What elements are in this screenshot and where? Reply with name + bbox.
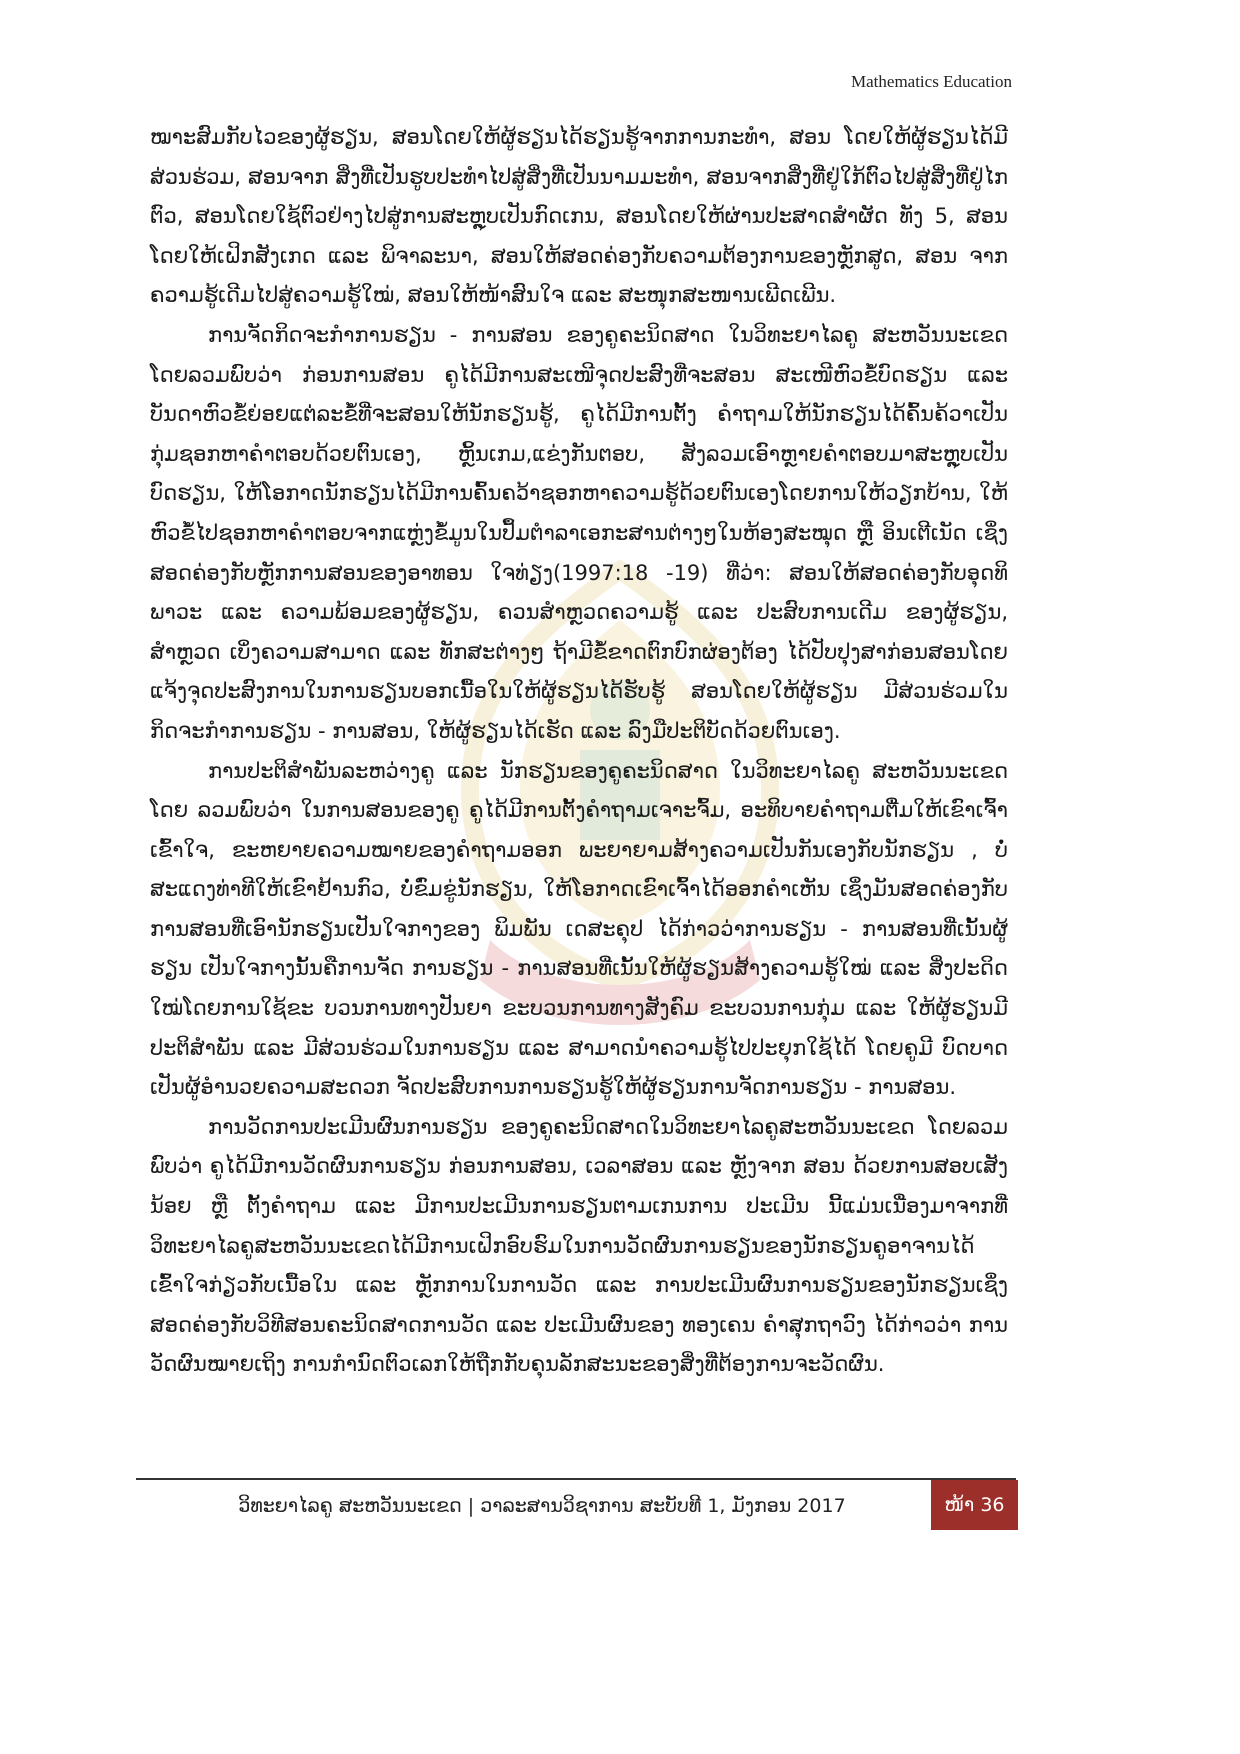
footer-divider (136, 1478, 1016, 1480)
journal-header: Mathematics Education (851, 72, 1012, 91)
body-text (150, 118, 1008, 1385)
paragraph-3: ການປະຕິສຳພັນລະຫວ່າງຄູ ແລະ ນັກຮຽນຂອງຄູຄະນິດສາດ ໃນວິທະຍາໄລຄູ ສະຫວັນນະເຂດ ໂດຍ ລວມພົບວ່າ ໃນການສອນຂອງຄູ ຄູໄດ້ມີການຕັ້ງຄຳຖາມເຈາະຈົ້ມ, ອະທິບາຍຄຳຖາມຕື່ມໃຫ້ເຂົາເຈົ້າເຂົ້າໃຈ, ຂະຫຍາຍຄວາມໝາຍຂອງຄຳຖາມອອກ ພະຍາຍາມສ້າງຄວາມເປັນກັນເອງກັບນັກຮຽນ , ບໍ່ສະແດງທ່າທີໃຫ້ເຂົາຢ້ານກົວ, ບໍ່ຂົ່ມຂູ່ນັກຮຽນ, ໃຫ້ໂອກາດເຂົາເຈົ້າໄດ້ອອກຄຳເຫັນ ເຊິ່ງມັນສອດຄ່ອງກັບການສອນທີ່ເອົານັກຮຽນເປັນໃຈກາງຂອງ ພິມພັນ ເດສະຄຸປ ໄດ້ກ່າວວ່າການຮຽນ - ການສອນທີ່ເນັ້ນຜູ້ຮຽນ ເປັນໃຈກາງນັ້ນຄືການຈັດ ການຮຽນ - ການສອນທີ່ເນັ້ນໃຫ້ຜູ້ຮຽນສ້າງຄວາມຮູ້ໃໝ່ ແລະ ສິ່ງປະດິດໃໝ່ໂດຍການໃຊ້ຂະ ບວນການທາງປັນຍາ ຂະບວນການທາງສັງຄົມ ຂະບວນການກຸ່ມ ແລະ ໃຫ້ຜູ້ຮຽນມີປະຕິສຳພັນ ແລະ ມີສ່ວນຮ່ວມໃນການຮຽນ ແລະ ສາມາດນຳຄວາມຮູ້ໄປປະຍຸກໃຊ້ໄດ້ ໂດຍຄູມີ ບົດບາດເປັນຜູ້ອຳນວຍຄວາມສະດວກ ຈັດປະສົບການການຮຽນຮູ້ໃຫ້ຜູ້ຮຽນການຈັດການຮຽນ - ການສອນ. (150, 758, 1008, 1100)
paragraph-4: ການວັດການປະເມີນຜົນການຮຽນ ຂອງຄູຄະນິດສາດໃນວິທະຍາໄລຄູສະຫວັນນະເຂດ ໂດຍລວມພົບວ່າ ຄູໄດ້ມີການວັດຜົນການຮຽນ ກ່ອນການສອນ, ເວລາສອນ ແລະ ຫຼັງຈາກ ສອນ ດ້ວຍການສອບເສັງນ້ອຍ ຫຼື ຕັ້ງຄຳຖາມ ແລະ ມີການປະເມີນການຮຽນຕາມເກນການ ປະເມີນ ນີ້ແມ່ນເນື່ອງມາຈາກທີ່ວິທະຍາໄລຄູສະຫວັນນະເຂດໄດ້ມີການເຝິກອົບຮົມໃນການວັດຜົນການຮຽນຂອງນັກຮຽນຄູອາຈານໄດ້ເຂົ້າໃຈກ່ຽວກັບເນື້ອໃນ ແລະ ຫຼັກການໃນການວັດ ແລະ ການປະເມີນຜົນການຮຽນຂອງນັກຮຽນເຊິ່ງສອດຄ່ອງກັບວິທີສອນຄະນິດສາດການວັດ ແລະ ປະເມີນຜົນຂອງ ທອງເຄນ ຄຳສຸກຖາວົງ ໄດ້ກ່າວວ່າ ການວັດຜົນໝາຍເຖິງ ການກຳນົດຕົວເລກໃຫ້ຖືກກັບຄຸນລັກສະນະຂອງສິ່ງທີ່ຕ້ອງການຈະວັດຜົນ. (150, 1114, 1008, 1377)
page-number-badge: ໜ້າ 36 (931, 1480, 1018, 1530)
paragraph-2: ການຈັດກິດຈະກຳການຮຽນ - ການສອນ ຂອງຄູຄະນິດສາດ ໃນວິທະຍາໄລຄູ ສະຫວັນນະເຂດ ໂດຍລວມພົບວ່າ ກ່ອນການສອນ ຄູໄດ້ມີການສະເໜີຈຸດປະສົງທີ່ຈະສອນ ສະເໜີຫົວຂໍ້ບົດຮຽນ ແລະ ບັນດາຫົວຂໍ້ຍ່ອຍແຕ່ລະຂໍ້ທີ່ຈະສອນໃຫ້ນັກຮຽນຮູ້, ຄູໄດ້ມີການຕັ້ງ ຄຳຖາມໃຫ້ນັກຮຽນໄດ້ຄົ້ນຄ້ວາເປັນກຸ່ມຊອກຫາຄຳຕອບດ້ວຍຕົນເອງ, ຫຼິ້ນເກມ,ແຂ່ງກັນຕອບ, ສັງລວມເອົາຫຼາຍຄຳຕອບມາສະຫຼຸບເປັນບົດຮຽນ, ໃຫ້ໂອກາດນັກຮຽນໄດ້ມີການຄົ້ນຄວ້າຊອກຫາຄວາມຮູ້ດ້ວຍຕົນເອງໂດຍການໃຫ້ວຽກບ້ານ, ໃຫ້ຫົວຂໍ້ໄປຊອກຫາຄຳຕອບຈາກແຫຼ່ງຂໍ້ມູນໃນປຶ້ມຕຳລາເອກະສານຕ່າງໆໃນຫ້ອງສະໝຸດ ຫຼື ອິນເຕີເນັດ ເຊິ່ງສອດຄ່ອງກັບຫຼັກການສອນຂອງອາທອນ ໃຈທ່ຽງ(1997:18 -19) ທີ່ວ່າ: ສອນໃຫ້ສອດຄ່ອງກັບອຸດທິພາວະ ແລະ ຄວາມພ້ອມຂອງຜູ້ຮຽນ, ຄວນສຳຫຼວດຄວາມຮູ້ ແລະ ປະສົບການເດີມ ຂອງຜູ້ຮຽນ, ສຳຫຼວດ ເບິ່ງຄວາມສາມາດ ແລະ ທັກສະຕ່າງໆ ຖ້າມີຂໍ້ຂາດຕົກບົກຜ່ອງຕ້ອງ ໄດ້ປັບປຸງສາກ່ອນສອນໂດຍແຈ້ງຈຸດປະສົງການໃນການຮຽນບອກເນື້ອໃນໃຫ້ຜູ້ຮຽນໄດ້ຮັບຮູ້ ສອນໂດຍໃຫ້ຜູ້ຮຽນ ມີສ່ວນຮ່ວມໃນກິດຈະກຳການຮຽນ - ການສອນ, ໃຫ້ຜູ້ຮຽນໄດ້ເຮັດ ແລະ ລົງມືປະຕິບັດດ້ວຍຕົນເອງ. (150, 322, 1008, 743)
paragraph-1: ໝາະສົມກັບໄວຂອງຜູ້ຮຽນ, ສອນໂດຍໃຫ້ຜູ້ຮຽນໄດ້ຮຽນຮູ້ຈາກການກະທຳ, ສອນ ໂດຍໃຫ້ຜູ້ຮຽນໄດ້ມີສ່ວນຮ່ວມ, ສອນຈາກ ສິ່ງທີ່ເປັນຮູບປະທຳໄປສູ່ສິ່ງທີ່ເປັນນາມມະທຳ, ສອນຈາກສິ່ງທີ່ຢູ່ໃກ້ຕົວໄປສູ່ສິ່ງທີ່ຢູ່ໄກຕົວ, ສອນໂດຍໃຊ້ຕົວຢ່າງໄປສູ່ການສະຫຼຸບເປັນກົດເກນ, ສອນໂດຍໃຫ້ຜ່ານປະສາດສຳຜັດ ທັງ 5, ສອນໂດຍໃຫ້ເຝິກສັງເກດ ແລະ ພິຈາລະນາ, ສອນໃຫ້ສອດຄ່ອງກັບຄວາມຕ້ອງການຂອງຫຼັກສູດ, ສອນ ຈາກຄວາມຮູ້ເດີມໄປສູ່ຄວາມຮູ້ໃໝ່, ສອນໃຫ້ໜ້າສົນໃຈ ແລະ ສະໜຸກສະໜານເພີດເພີນ. (150, 125, 1008, 308)
footer-citation: ວິທະຍາໄລຄູ ສະຫວັນນະເຂດ | ວາລະສານວິຊາການ ສະບັບທີ 1, ມັງກອນ 2017 (238, 1495, 846, 1517)
